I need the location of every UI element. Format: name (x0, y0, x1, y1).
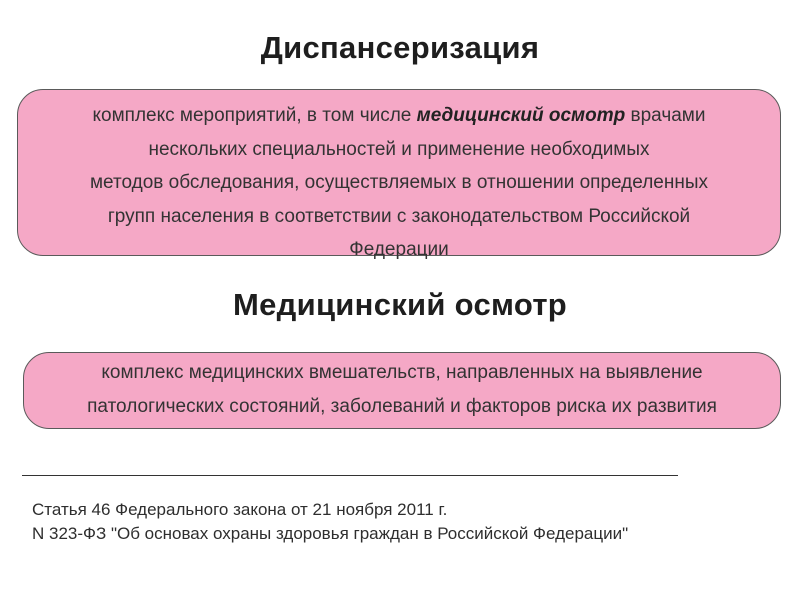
medical-exam-title: Медицинский осмотр (232, 287, 568, 322)
definition-text-line1-end: врачами (625, 105, 706, 126)
definition-text-line4: групп населения в соответствии с законодательством Российской (107, 205, 691, 227)
source-line2: N 323-ФЗ "Об основах охраны здоровья граждан в Российской Федерации" (32, 524, 629, 543)
medical-exam-definition-box (23, 352, 781, 429)
dispanserization-definition-box (17, 89, 781, 260)
medical-exam-definition-line1: комплекс медицинских вмешательств, направленных на выявление (101, 362, 703, 383)
divider-line (22, 475, 678, 476)
medical-exam-emphasis: медицинский осмотр (416, 105, 626, 126)
definition-text-start: комплекс мероприятий, в том числе (92, 105, 417, 126)
source-line1: Статья 46 Федерального закона от 21 ноября 2011 г. (32, 500, 448, 519)
definition-text-line3: методов обследования, осуществляемых в отношении определенных (89, 172, 709, 193)
medical-exam-definition-line2: патологических состояний, заболеваний и факторов риска их развития (87, 395, 717, 417)
dispanserization-title: Диспансеризация (260, 30, 540, 65)
legal-source-citation (32, 498, 772, 546)
definition-text-line2: нескольких специальностей и применение необходимых (148, 138, 650, 160)
definition-text-line5: Федерации (349, 239, 449, 260)
